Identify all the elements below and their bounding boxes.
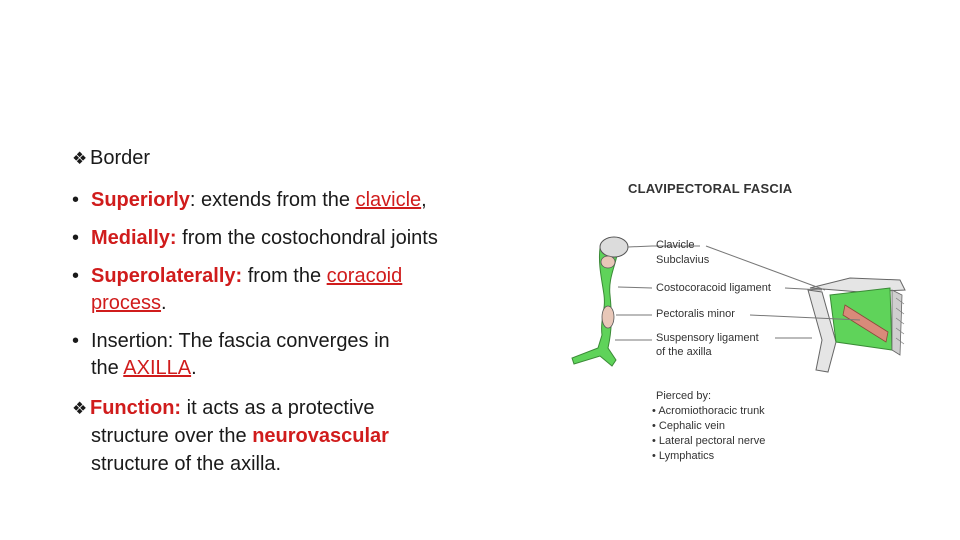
pierced-by-heading: Pierced by: <box>656 390 712 402</box>
function-text: it acts as a protective <box>181 397 375 419</box>
insertion-suffix: . <box>191 357 197 379</box>
pierced-item-text: Cephalic vein <box>658 420 725 432</box>
item-text: : extends from the <box>189 189 356 211</box>
pierced-item-1: • Acromiothoracic trunk <box>652 405 765 417</box>
heading-text: Border <box>90 147 151 169</box>
label-pectoralis-minor: Pectoralis minor <box>656 308 735 320</box>
item-link-process: process <box>91 292 162 314</box>
item-text: from the costochondral joints <box>176 227 438 249</box>
label-subclavius: Subclavius <box>656 254 710 266</box>
item-superolaterally <box>72 263 402 289</box>
item-label: Superiorly <box>91 189 190 211</box>
diamond-bullet-icon: ❖ <box>72 399 88 418</box>
bullet-icon: • <box>72 265 80 287</box>
insertion-axilla: AXILLA <box>123 357 192 379</box>
item-text-end: . <box>161 292 167 314</box>
clavipectoral-fascia-figure <box>560 170 940 480</box>
pierced-item-2: • Cephalic vein <box>652 420 725 432</box>
item-link-clavicle: clavicle <box>355 189 422 211</box>
item-medially <box>72 225 438 251</box>
item-text-end: , <box>421 189 427 211</box>
pierced-item-text: Lateral pectoral nerve <box>658 435 766 447</box>
item-function-cont2 <box>91 451 281 477</box>
label-suspensory-2: of the axilla <box>656 346 712 358</box>
function-prefix: structure over the <box>91 425 253 447</box>
item-label: Medially: <box>91 227 177 249</box>
insertion-prefix: the <box>91 357 124 379</box>
item-superolaterally-cont <box>91 290 167 316</box>
heading-border <box>72 145 150 172</box>
pierced-item-4: • Lymphatics <box>652 450 715 462</box>
item-superiorly <box>72 187 427 213</box>
function-neurovascular: neurovascular <box>252 425 389 447</box>
bullet-icon: • <box>72 330 80 352</box>
function-label: Function: <box>90 397 182 419</box>
item-insertion <box>72 328 390 354</box>
item-insertion-cont <box>91 355 197 381</box>
pierced-item-text: Acromiothoracic trunk <box>658 405 765 417</box>
pierced-item-text: Lymphatics <box>658 450 715 462</box>
function-end: structure of the axilla. <box>91 453 282 475</box>
item-label: Superolaterally: <box>91 265 243 287</box>
label-costocoracoid: Costocoracoid ligament <box>656 282 771 294</box>
figure-title: CLAVIPECTORAL FASCIA <box>628 181 793 196</box>
item-function-cont1 <box>91 423 389 449</box>
diamond-bullet-icon: ❖ <box>72 149 88 168</box>
label-clavicle: Clavicle <box>656 239 695 251</box>
item-text: from the <box>242 265 327 287</box>
bullet-icon: • <box>72 227 80 249</box>
pierced-item-3: • Lateral pectoral nerve <box>652 435 766 447</box>
insertion-text: Insertion: The fascia converges in <box>91 330 390 352</box>
item-link-coracoid: coracoid <box>326 265 403 287</box>
bullet-icon: • <box>72 189 80 211</box>
label-suspensory-1: Suspensory ligament <box>656 332 759 344</box>
item-function <box>72 395 375 422</box>
